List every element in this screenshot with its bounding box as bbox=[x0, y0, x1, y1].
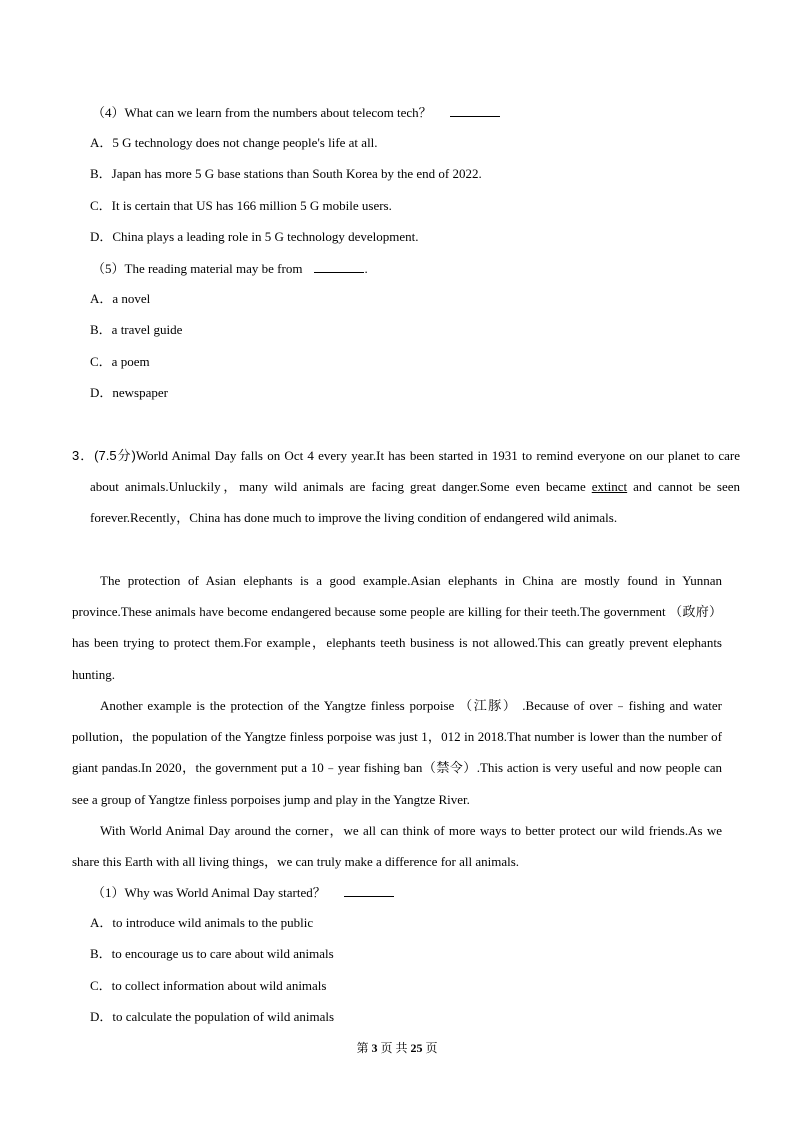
page-number: 3 bbox=[371, 1041, 378, 1055]
passage-question-1-option-a: A．to introduce wild animals to the public bbox=[90, 915, 314, 930]
page-footer bbox=[0, 1040, 794, 1056]
footer-prefix: 第 bbox=[356, 1041, 369, 1055]
passage-question-1 bbox=[92, 884, 394, 901]
passage-question-1-option-d: D．to calculate the population of wild animals bbox=[90, 1009, 335, 1024]
question-4-option-b: B．Japan has more 5 G base stations than South Korea by the end of 2022. bbox=[90, 166, 482, 181]
passage-paragraph-3: Another example is the protection of the Yangtze finless porpoise （江豚） .Because of over﹣fishing and water pollution，the population of the Yangtze finless porpoise was just 1，012 in 2018.That number is lower than the number of giant pandas.In 2020，the government put a 10﹣year fishing ban（禁令）.This action is very useful and now people can see a group of Yangtze finless porpoises jump and play in the Yangtze River. bbox=[72, 698, 722, 807]
question-4 bbox=[92, 104, 500, 121]
question-4-option-c: C．It is certain that US has 166 million 5 G mobile users. bbox=[90, 198, 392, 213]
passage-paragraph-2: The protection of Asian elephants is a good example.Asian elephants in China are mostly found in Yunnan province.These animals have become endangered because some people are killing for their teeth.The government （政府） has been trying to protect them.For example，elephants teeth business is not allowed.This can greatly prevent elephants hunting. bbox=[72, 573, 722, 682]
question-4-option-d: D．China plays a leading role in 5 G technology development. bbox=[90, 229, 419, 244]
answer-blank bbox=[314, 260, 364, 273]
underlined-word: extinct bbox=[591, 479, 628, 495]
passage-paragraph-4: With World Animal Day around the corner，we all can think of more ways to better protect our wild friends.As we share this Earth with all living things，we can truly make a difference for all animals. bbox=[72, 823, 722, 870]
answer-blank bbox=[450, 104, 500, 117]
passage-text: and cannot be seen forever.Recently，China has done much to improve the living condition of endangered wild animals. bbox=[90, 479, 740, 526]
question-4-option-a: A．5 G technology does not change people's life at all. bbox=[90, 135, 378, 150]
question-number: 3．(7.5分) bbox=[72, 448, 136, 463]
passage-question-1-option-b: B．to encourage us to care about wild animals bbox=[90, 946, 334, 961]
question-5-option-d: D．newspaper bbox=[90, 385, 168, 400]
question-5 bbox=[92, 260, 368, 277]
footer-middle: 页 共 bbox=[380, 1041, 408, 1055]
question-5-suffix: . bbox=[364, 261, 368, 276]
question-5-option-c: C．a poem bbox=[90, 354, 150, 369]
footer-suffix: 页 bbox=[425, 1041, 438, 1055]
question-5-option-b: B．a travel guide bbox=[90, 322, 183, 337]
passage-paragraph-1 bbox=[72, 440, 740, 534]
answer-blank bbox=[344, 884, 394, 897]
page-total: 25 bbox=[410, 1041, 423, 1055]
passage-question-1-prompt: （1）Why was World Animal Day started？ bbox=[92, 885, 326, 900]
question-5-prompt: （5）The reading material may be from bbox=[92, 261, 303, 276]
passage-question-1-option-c: C．to collect information about wild animals bbox=[90, 978, 327, 993]
question-4-prompt: （4）What can we learn from the numbers about telecom tech？ bbox=[92, 105, 432, 120]
passage-text: World Animal Day falls on Oct 4 every year.It has been started in 1931 to remind everyone on our planet to care about animals.Unluckily，many wild animals are facing great danger.Some even became bbox=[90, 448, 740, 495]
question-5-option-a: A．a novel bbox=[90, 291, 151, 306]
